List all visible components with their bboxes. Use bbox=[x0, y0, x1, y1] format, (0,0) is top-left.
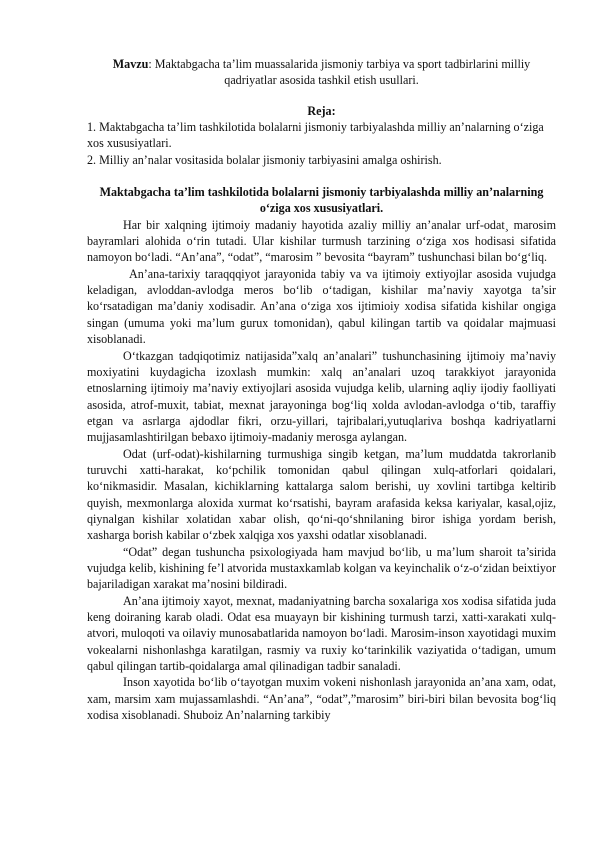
topic-label: Mavzu bbox=[112, 57, 149, 71]
plan-item-2: 2. Milliy an’nalar vositasida bolalar jismoniy tarbiyasini amalga oshirish. bbox=[87, 152, 442, 167]
paragraph-7: Inson xayotida bo‘lib o‘tayotgan muxim vokeni nishonlash jarayonida an’ana xam, odat, xam, marsim xam mujassamlashdi. “An’ana”, “odat”,”marosim” biri-biri bilan bevosita bog‘liq xodisa xisoblanadi. Shuboiz An’nalarning tarkibiy bbox=[87, 675, 556, 723]
paragraph-2: An’ana-tarixiy taraqqqiyot jarayonida tabiy va va ijtimoiy extiyojlar asosida vujudga keladigan, avloddan-avlodga meros bo‘lib o‘tadigan, kishilar ma’naviy xayotga ta’sir ko‘rsatadigan ma’daniy xodisadir. An’ana o‘ziga xos ijtimioiy xodisa sifatida kishilar ongiga singan (umuma yoki ma’lum gurux tomonidan), qabul kilingan tartib va qoidalar majmuasi xisoblanadi. bbox=[87, 266, 556, 347]
section-title: Maktabgacha ta’lim tashkilotida bolalarni jismoniy tarbiyalashda milliy an’nalarning o‘ziga xos xususiyatlari. bbox=[99, 185, 544, 216]
paragraph-5: “Odat” degan tushuncha psixologiyada ham mavjud bo‘lib, u ma’lum sharoit ta’sirida vujudga kelib, kishining fe’l atvorida mustaxkamlab kolgan va keyinchalik o‘z-o‘zidan beixtiyor bajariladigan xarakat ma’nosini bildiradi. bbox=[87, 544, 556, 592]
plan-item-1: 1. Maktabgacha ta’lim tashkilotida bolalarni jismoniy tarbiyalashda milliy an’nalarning o‘ziga xos xususiyatlari. bbox=[87, 120, 544, 151]
paragraph-6: An’ana ijtimoiy xayot, mexnat, madaniyatning barcha soxalariga xos xodisa sifatida juda keng doiraning karab oladi. Odat esa muayayn bir kishining turmush tarzi, xatti-xarakati xulq-atvori, muloqoti va oilaviy munosabatlarida namoyon bo‘ladi. Marosim-inson xayotidagi muxim vokealarni nishonlashga karatilgan, rasmiy va ruxiy ko‘tarinkilik vaziyatida o‘tadigan, umum qabul qilingan tartib-qoidalarga amal qilinadigan tadbir sanaladi. bbox=[87, 593, 556, 674]
topic-heading bbox=[87, 56, 556, 89]
paragraph-4: Odat (urf-odat)-kishilarning turmushiga singib ketgan, ma’lum muddatda takrorlanib turuvchi xatti-harakat, ko‘pchilik tomonidan qabul qilingan xulq-atforlari qoidalari, ko‘nikmasidir. Masalan, kichiklarning kattalarga salom berishi, uy xovlini tartibga keltirib quyish, mexmonlarga aloxida xurmat ko‘rsatishi, bayram arafasida keksa kariyalar, kasal,ojiz, qiynalgan kishilar xolatidan xabar olish, qo‘ni-qo‘shnilaning biror ishiga yordam berish, xasharga borish kabilar o‘zbek xalqiga xos yaxshi odatlar xisoblanadi. bbox=[87, 446, 556, 543]
paragraph-1: Har bir xalqning ijtimoiy madaniy hayotida azaliy milliy an’analar urf-odat¸ marosim bayramlari alohida o‘rin tutadi. Ular kishilar turmush tarzining o‘ziga xos hodisasi sifatida namoyon bo‘ladi. “An’ana”, “odat”, “marosim ” bevosita “bayram” tushunchasi bilan bo‘g‘liq. bbox=[87, 217, 556, 265]
paragraph-3: O‘tkazgan tadqiqotimiz natijasida”xalq an’analari” tushunchasining ijtimoiy ma’naviy moxiyatini kuydagicha izoxlash mumkin: xalq an’analari uzoq tarakkiyot jarayonida etnoslarning ijtimoiy ma’naviy extiyojlari asosida vujudga kelib, ularning aqliy ijodiy faolliyati asosida, atrof-muxit, tabiat, mexnat jarayoninga bog‘liq xolda avlodan-avlodga o‘tib, taraffiy etgan va asrlarga ajdodlar fikri, orzu-yillari, tajribalari,yutuqlariva boshqa kadriyatlarni mujjasamlashtirilgan bebaxo ijtimoiy-madaniy merosga aylangan. bbox=[87, 348, 556, 445]
plan-title: Reja: bbox=[307, 103, 336, 118]
topic-text: : Maktabgacha ta’lim muassalarida jismoniy tarbiya va sport tadbirlarini milliy qadriyatlar asosida tashkil etish usullari. bbox=[148, 57, 531, 88]
